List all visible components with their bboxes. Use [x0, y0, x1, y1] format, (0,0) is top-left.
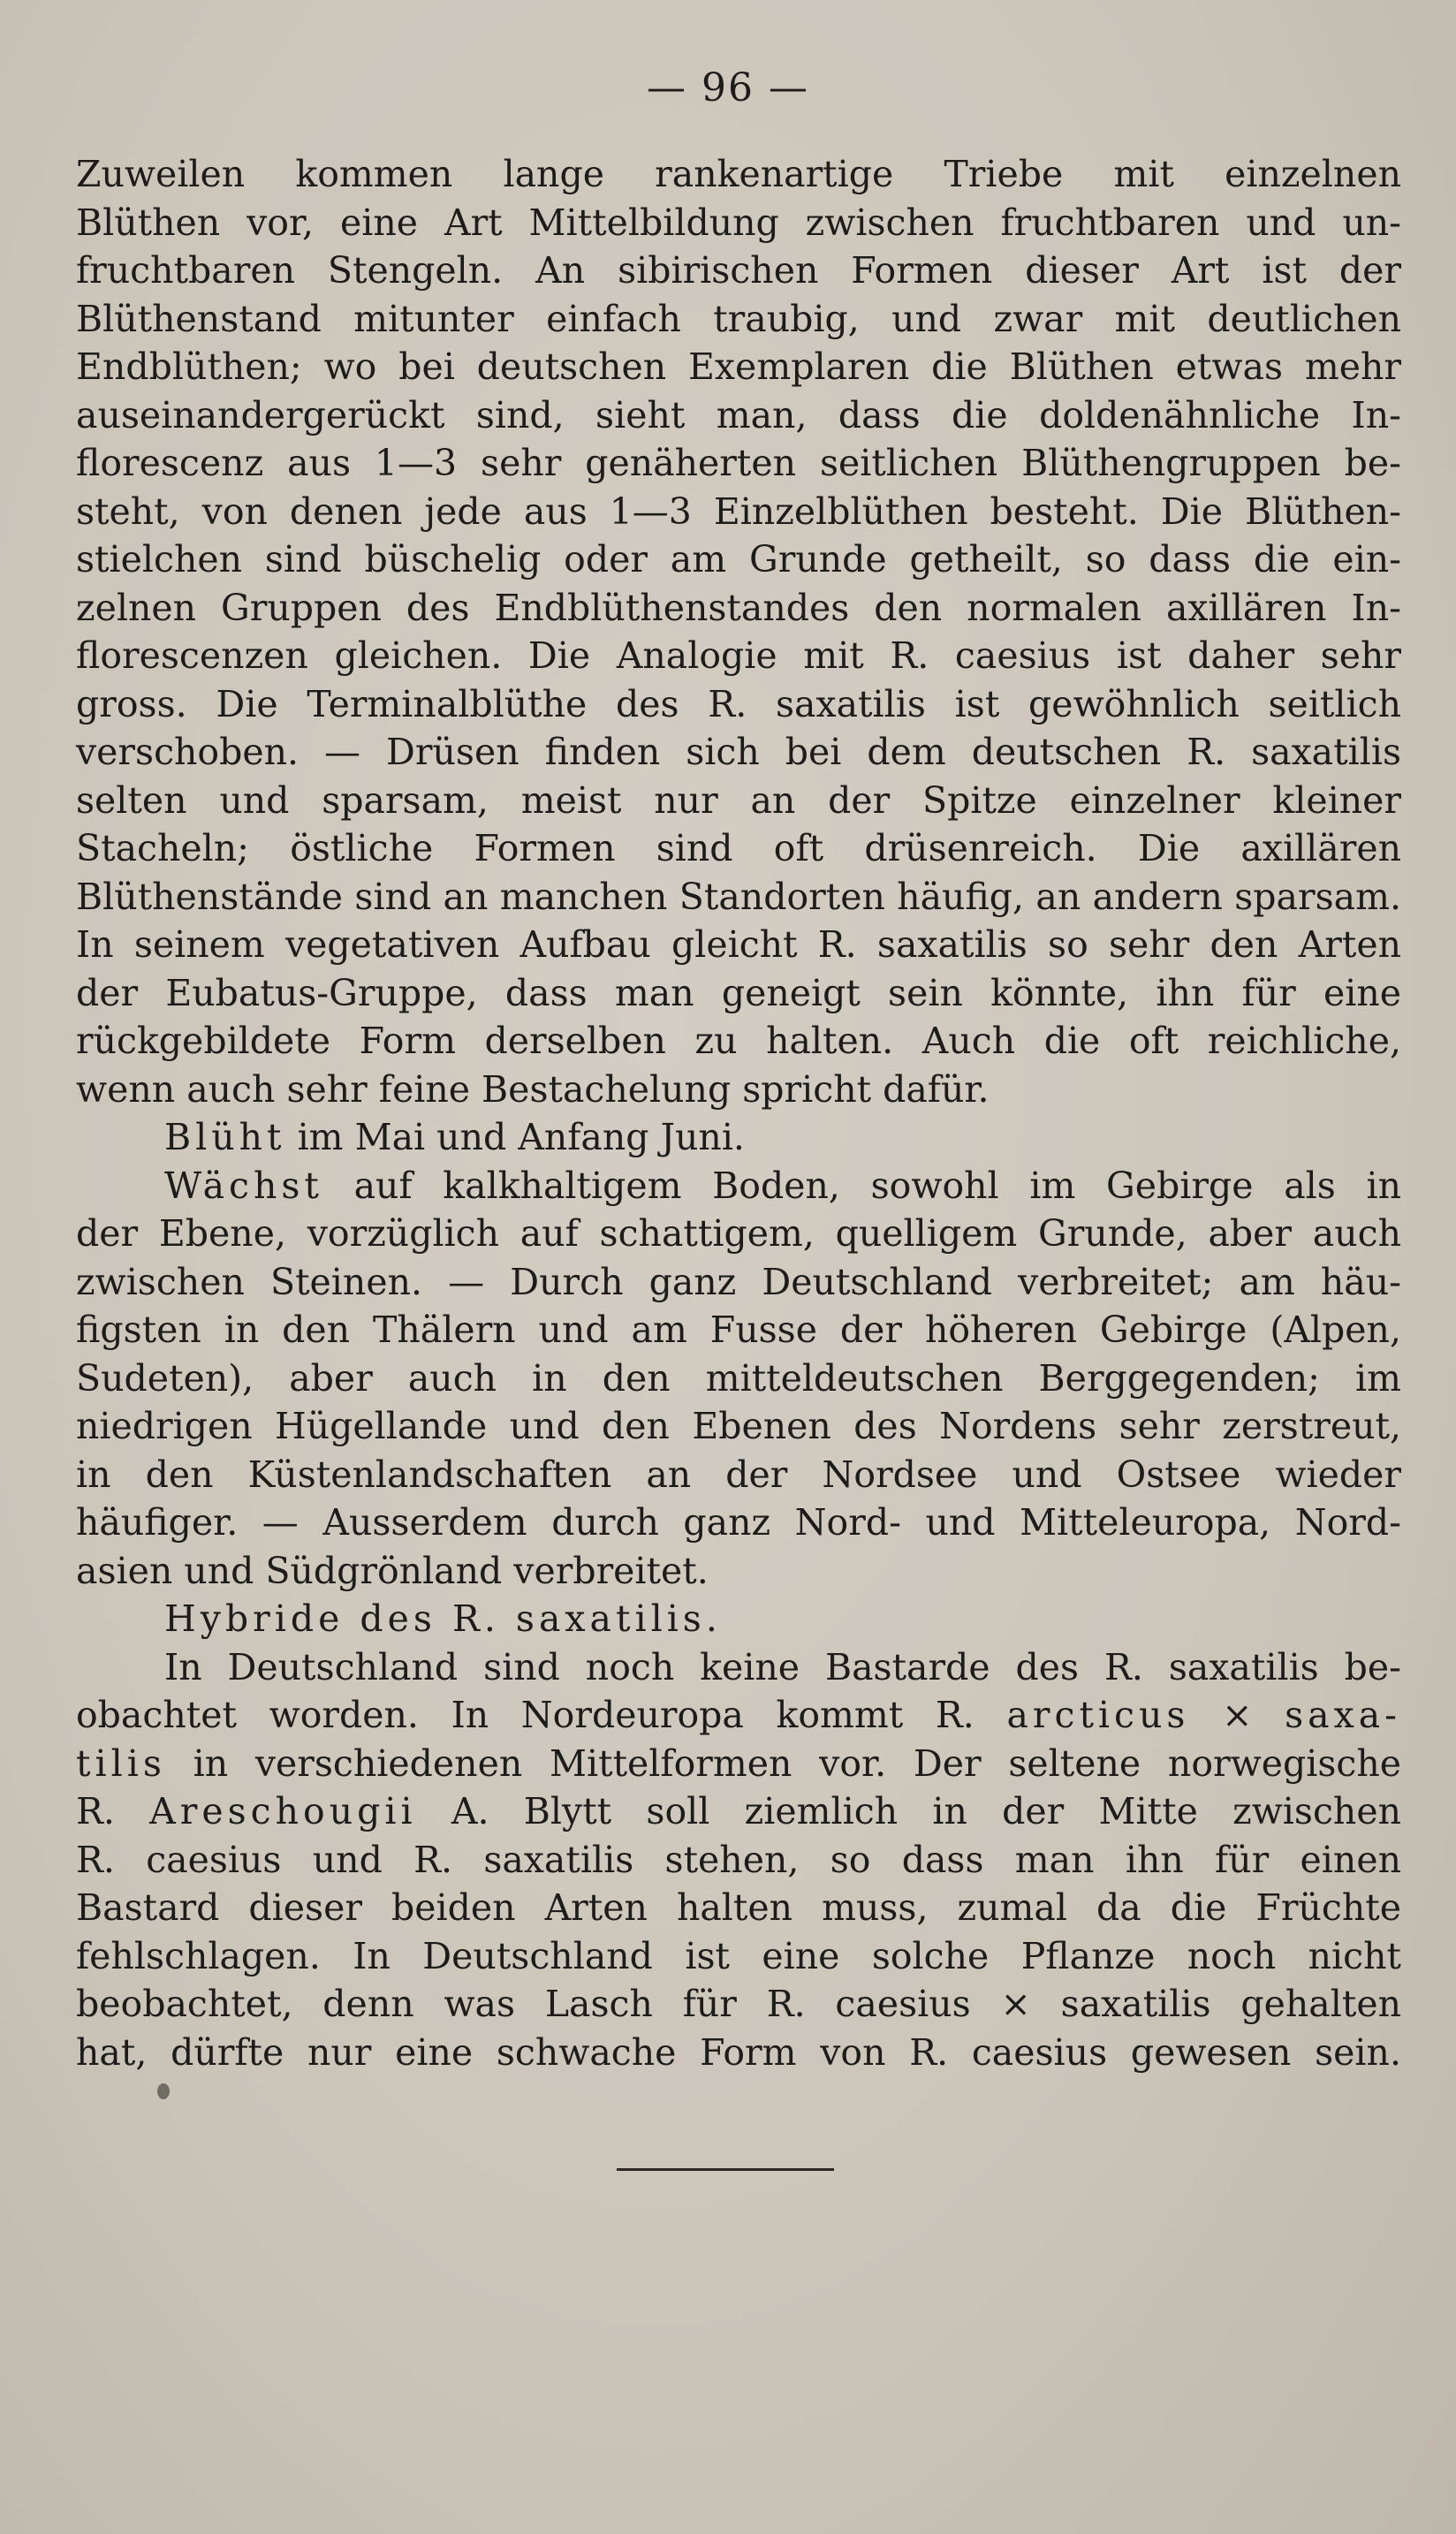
- text-line: Blüthenstand mitunter einfach traubig, und zwar mit deutlichen: [76, 297, 1401, 340]
- text-line: Stacheln; östliche Formen sind oft drüsenreich. Die axillären: [76, 827, 1401, 869]
- text-line: zelnen Gruppen des Endblüthenstandes den normalen axillären In-: [76, 586, 1401, 629]
- text-line: stielchen sind büschelig oder am Grunde getheilt, so dass die ein-: [76, 538, 1401, 580]
- species-saxa: saxa-: [1285, 1694, 1401, 1736]
- hybride-line-4: [76, 1787, 1401, 1836]
- page-number: — 96 —: [647, 65, 809, 110]
- waechst-text: auf kalkhaltigem Boden, sowohl im Gebirge als in: [322, 1164, 1401, 1207]
- text-run: R.: [76, 1790, 150, 1832]
- text-line: Zuweilen kommen lange rankenartige Triebe mit einzelnen: [76, 153, 1401, 195]
- text-line: hat, dürfte nur eine schwache Form von R. caesius gewesen sein.: [76, 2030, 1401, 2074]
- text-line: figsten in den Thälern und am Fusse der höheren Gebirge (Alpen,: [76, 1309, 1401, 1351]
- text-line: verschoben. — Drüsen finden sich bei dem deutschen R. saxatilis: [76, 731, 1401, 773]
- text-line: steht, von denen jede aus 1—3 Einzelblüthen besteht. Die Blüthen-: [76, 489, 1401, 533]
- ink-speck: [157, 2083, 170, 2099]
- text-run: in verschiedenen Mittelformen vor. Der seltene norwegische: [165, 1741, 1401, 1785]
- closing-rule: [617, 2168, 834, 2171]
- text-run: A. Blytt soll ziemlich in der Mitte zwischen: [416, 1790, 1401, 1832]
- hybride-heading: Hybride des R. saxatilis.: [164, 1597, 722, 1640]
- text-line: rückgebildete Form derselben zu halten. Auch die oft reichliche,: [76, 1020, 1401, 1062]
- text-line: wenn auch sehr feine Bestachelung spricht dafür.: [76, 1067, 990, 1111]
- text-line: der Ebene, vorzüglich auf schattigem, quelligem Grunde, aber auch: [76, 1212, 1401, 1255]
- waechst-label: Wächst: [164, 1164, 323, 1207]
- text-line: niedrigen Hügellande und den Ebenen des Nordens sehr zerstreut,: [76, 1405, 1401, 1447]
- text-line: In Deutschland sind noch keine Bastarde des R. saxatilis be-: [164, 1645, 1401, 1688]
- text-line: R. caesius und R. saxatilis stehen, so dass man ihn für einen: [76, 1838, 1401, 1881]
- text-line: florescenzen gleichen. Die Analogie mit R. caesius ist daher sehr: [76, 634, 1401, 677]
- text-line: fruchtbaren Stengeln. An sibirischen Formen dieser Art ist der: [76, 249, 1401, 292]
- text-line: fehlschlagen. In Deutschland ist eine solche Pflanze noch nicht: [76, 1934, 1401, 1977]
- text-line: auseinandergerückt sind, sieht man, dass die doldenähnliche In-: [76, 393, 1401, 436]
- text-line: gross. Die Terminalblüthe des R. saxatilis ist gewöhnlich seitlich: [76, 682, 1401, 725]
- bluht-text: im Mai und Anfang Juni.: [285, 1116, 745, 1158]
- species-areschougii: Areschougii: [149, 1790, 417, 1832]
- text-line: der Eubatus-Gruppe, dass man geneigt sein könnte, ihn für eine: [76, 971, 1401, 1014]
- text-line: asien und Südgrönland verbreitet.: [76, 1549, 709, 1592]
- text-line: selten und sparsam, meist nur an der Spitze einzelner kleiner: [76, 778, 1401, 822]
- text-line: in den Küstenlandschaften an der Nordsee und Ostsee wieder: [76, 1453, 1401, 1496]
- text-line: Blüthen vor, eine Art Mittelbildung zwischen fruchtbaren und un-: [76, 201, 1401, 244]
- bluht-label: Blüht: [164, 1116, 286, 1158]
- hybride-line-3: [76, 1740, 1401, 1788]
- text-line: florescenz aus 1—3 sehr genäherten seitlichen Blüthengruppen be-: [76, 442, 1401, 484]
- text-line: Sudeten), aber auch in den mitteldeutschen Berggegenden; im: [76, 1356, 1401, 1400]
- waechst-first-line: [76, 1162, 1401, 1210]
- species-arcticus: arcticus: [1006, 1694, 1190, 1736]
- text-line: Blüthenstände sind an manchen Standorten häufig, an andern sparsam.: [76, 875, 1401, 918]
- text-line: Endblüthen; wo bei deutschen Exemplaren die Blüthen etwas mehr: [76, 345, 1401, 388]
- cross-symbol: ×: [1189, 1694, 1285, 1736]
- bluht-paragraph: [76, 1113, 1401, 1162]
- body-text: [76, 150, 1401, 2076]
- text-run: obachtet worden. In Nordeuropa kommt R.: [76, 1694, 1007, 1736]
- text-line: Bastard dieser beiden Arten halten muss, zumal da die Früchte: [76, 1886, 1401, 1929]
- text-line: In seinem vegetativen Aufbau gleicht R. saxatilis so sehr den Arten: [76, 923, 1401, 966]
- hybride-line-2: [76, 1691, 1401, 1740]
- text-line: zwischen Steinen. — Durch ganz Deutschland verbreitet; am häu-: [76, 1260, 1401, 1303]
- text-line: häufiger. — Ausserdem durch ganz Nord- und Mitteleuropa, Nord-: [76, 1501, 1401, 1544]
- species-tilis: tilis: [76, 1741, 166, 1785]
- text-line: beobachtet, denn was Lasch für R. caesius × saxatilis gehalten: [76, 1983, 1401, 2025]
